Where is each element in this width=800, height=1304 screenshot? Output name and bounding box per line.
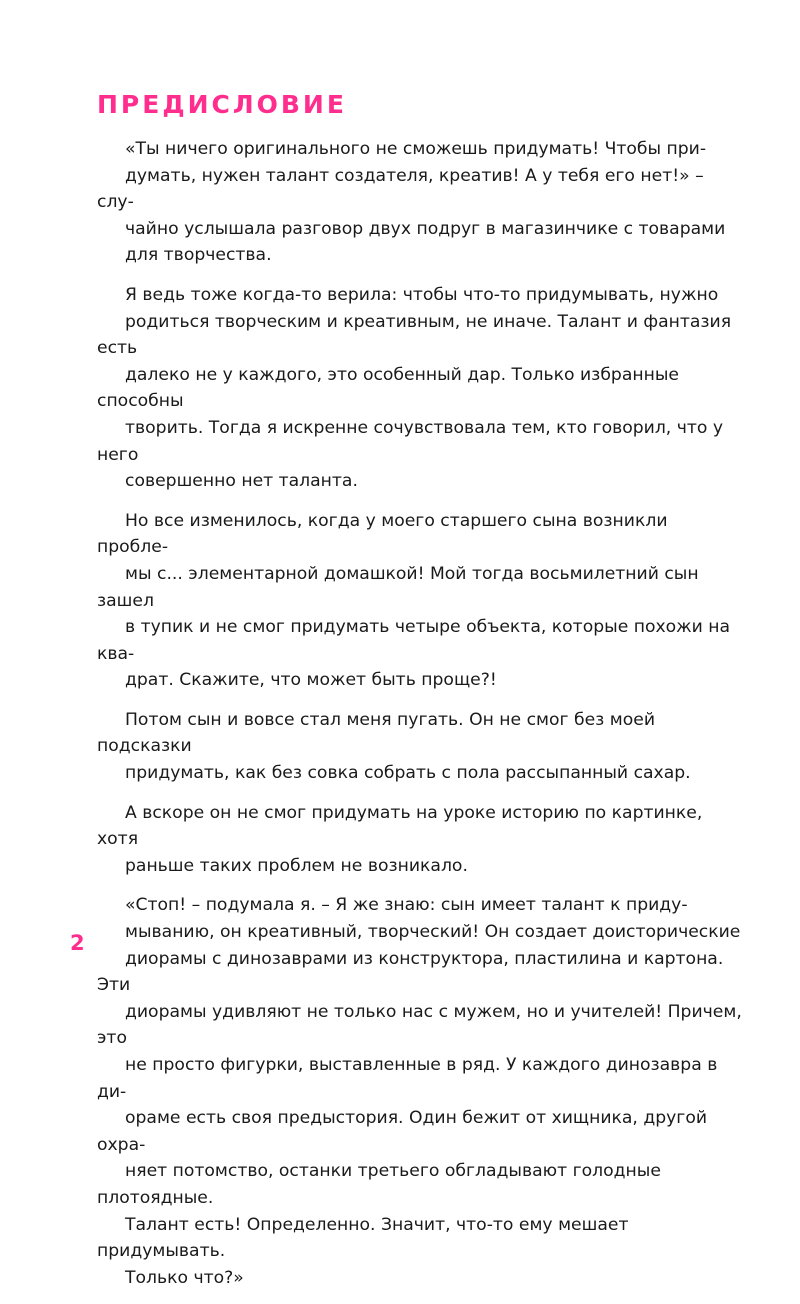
text-line: ораме есть своя предыстория. Один бежит от хищника, другой охра-	[97, 1108, 708, 1155]
text-line: Потом сын и вовсе стал меня пугать. Он не смог без моей подсказки	[97, 709, 656, 757]
text-line: Но все изменилось, когда у моего старшего сына возникли пробле-	[97, 510, 668, 558]
paragraph	[97, 136, 742, 269]
text-line: совершенно нет таланта.	[125, 471, 358, 492]
text-line: Только что?»	[125, 1267, 244, 1288]
chapter-heading: ПРЕДИСЛОВИЕ	[97, 90, 347, 119]
paragraph	[97, 282, 742, 495]
text-line: диорамы удивляют не только нас с мужем, но и учителей! Причем, это	[97, 1001, 742, 1049]
text-line: родиться творческим и креативным, не иначе. Талант и фантазия есть	[97, 311, 732, 359]
paragraph	[97, 800, 742, 880]
body-text	[97, 136, 742, 1291]
text-line: чайно услышала разговор двух подруг в магазинчике с товарами	[125, 218, 726, 239]
paragraph	[97, 508, 742, 694]
page-content	[97, 90, 742, 1304]
text-line: диорамы с динозаврами из конструктора, пластилина и картона. Эти	[97, 948, 724, 996]
text-line: А вскоре он не смог придумать на уроке историю по картинке, хотя	[97, 802, 703, 850]
text-line: в тупик и не смог придумать четыре объекта, которые похожи на ква-	[97, 617, 731, 664]
text-line: драт. Скажите, что может быть проще?!	[125, 670, 497, 691]
text-line: далеко не у каждого, это особенный дар. Только избранные способны	[97, 364, 679, 412]
text-line: для творчества.	[125, 245, 272, 266]
page-number: 2	[70, 931, 85, 955]
text-line: мы с... элементарной домашкой! Мой тогда восьмилетний сын зашел	[97, 563, 699, 611]
text-line: думать, нужен талант создателя, креатив! А у тебя его нет!» – слу-	[97, 165, 704, 213]
text-line: няет потомство, останки третьего обгладывают голодные плотоядные.	[97, 1161, 661, 1208]
text-line: не просто фигурки, выставленные в ряд. У каждого динозавра в ди-	[97, 1055, 718, 1102]
text-line: раньше таких проблем не возникало.	[125, 855, 468, 876]
text-line: Я ведь тоже когда-то верила: чтобы что-то придумывать, нужно	[125, 284, 719, 305]
paragraph	[97, 892, 742, 1291]
text-line: Талант есть! Определенно. Значит, что-то ему мешает придумывать.	[97, 1214, 629, 1262]
text-line: придумать, как без совка собрать с пола рассыпанный сахар.	[125, 763, 691, 784]
text-line: «Ты ничего оригинального не сможешь придумать! Чтобы при-	[125, 139, 707, 159]
text-line: творить. Тогда я искренне сочувствовала тем, кто говорил, что у него	[97, 417, 724, 465]
paragraph	[97, 707, 742, 787]
text-line: «Стоп! – подумала я. – Я же знаю: сын имеет талант к приду-	[125, 895, 688, 916]
text-line: мыванию, он креативный, творческий! Он создает доисторические	[125, 922, 741, 943]
